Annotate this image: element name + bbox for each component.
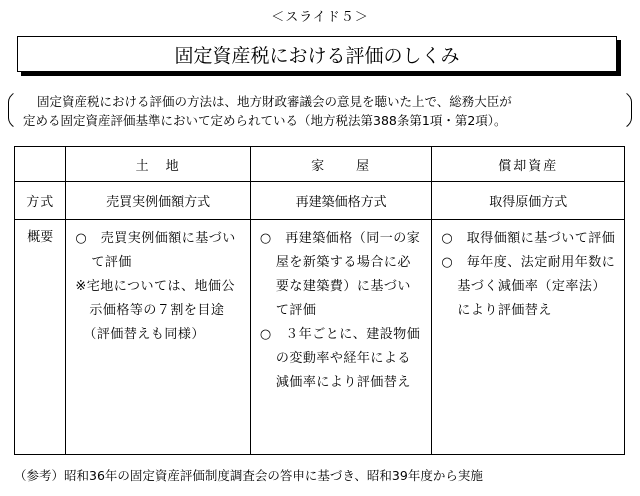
land-paren-note: （評価替えも同様） — [83, 327, 205, 342]
slide-title-text: 固定資産税における評価のしくみ — [174, 44, 460, 67]
slide-label: ＜スライド５＞ — [271, 10, 369, 25]
summary-land-cell — [66, 220, 251, 455]
summary-house-cell — [250, 220, 431, 455]
intro-text-box — [8, 88, 632, 132]
method-house: 再建築価格方式 — [250, 182, 431, 220]
method-depreciable-assets: 取得原価方式 — [432, 182, 625, 220]
valuation-table — [14, 146, 625, 455]
table-row-method — [15, 182, 625, 220]
intro-line-1: 固定資産税における評価の方法は、地方財政審議会の意見を聴いた上で、総務大臣が — [37, 94, 512, 109]
header-corner-cell — [15, 147, 66, 182]
header-land: 土 地 — [66, 147, 251, 182]
land-note: ※宅地については、地価公示価格等の７割を目途 — [75, 279, 236, 318]
depreciable-item-1: ○ 取得価額に基づいて評価 — [441, 231, 616, 246]
row-label-method: 方式 — [15, 182, 66, 220]
reference-note: （参考）昭和36年の固定資産評価制度調査会の答申に基づき、昭和39年度から実施 — [14, 468, 483, 483]
table-row-summary — [15, 220, 625, 455]
method-land: 売買実例価額方式 — [66, 182, 251, 220]
header-house: 家 屋 — [250, 147, 431, 182]
house-item-2: ○ ３年ごとに、建設物価の変動率や経年による減価率により評価替え — [259, 327, 421, 390]
row-label-summary: 概要 — [15, 220, 66, 455]
house-item-1: ○ 再建築価格（同一の家屋を新築する場合に必要な建築費）に基づいて評価 — [259, 231, 421, 318]
summary-depreciable-cell — [432, 220, 625, 455]
header-depreciable-assets: 償却資産 — [432, 147, 625, 182]
table-header-row — [15, 147, 625, 182]
slide-title — [17, 36, 617, 72]
intro-line-2: 定める固定資産評価基準において定められている（地方税法第388条第1項・第2項）。 — [23, 113, 507, 128]
depreciable-item-2: ○ 毎年度、法定耐用年数に基づく減価率（定率法）により評価替え — [441, 255, 616, 318]
land-item-1: ○ 売買実例価額に基づいて評価 — [75, 231, 236, 270]
